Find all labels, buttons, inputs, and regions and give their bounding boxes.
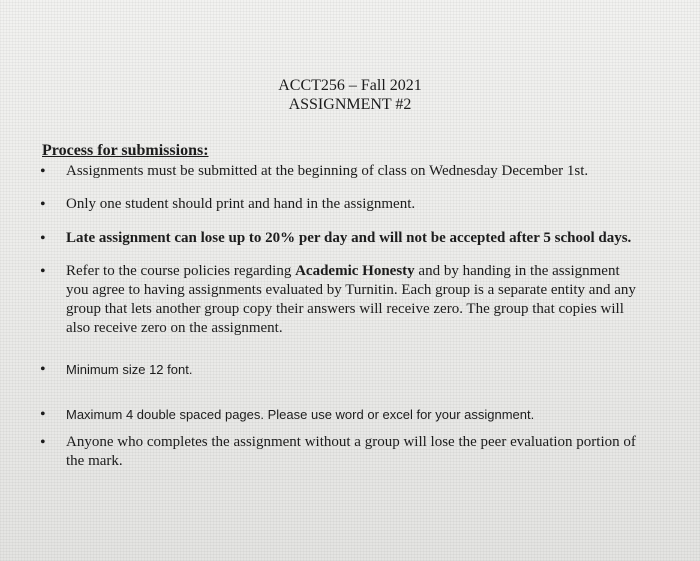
bullet-icon: • [40, 230, 46, 247]
list-item-text: Late assignment can lose up to 20% per day and will not be accepted after 5 school days. [66, 230, 632, 246]
bullet-icon: • [40, 361, 46, 378]
bullet-icon: • [40, 406, 46, 423]
list-item-text [66, 262, 640, 338]
list-item-text-end: and by handing in the assignment you agree to having assignments evaluated by Turnitin. Each group is a separate entity and any group that lets another group copy their answers will receive zero. The group that copies will also receive zero on the assignment. [66, 263, 636, 336]
assignment-title: ASSIGNMENT #2 [288, 96, 412, 113]
course-title: ACCT256 – Fall 2021 [278, 77, 422, 94]
list-item-text: Only one student should print and hand in the assignment. [66, 196, 416, 212]
bullet-icon: • [40, 263, 46, 280]
document-title [250, 76, 450, 114]
list-item-text: Assignments must be submitted at the beginning of class on Wednesday December 1st. [66, 163, 589, 179]
bullet-icon: • [40, 196, 46, 213]
bullet-icon: • [40, 434, 46, 451]
list-item-text-start: Refer to the course policies regarding [66, 263, 296, 279]
list-item-text: Maximum 4 double spaced pages. Please use word or excel for your assignment. [66, 407, 535, 422]
section-heading: Process for submissions: [42, 142, 209, 159]
list-item-text: Anyone who completes the assignment without a group will lose the peer evaluation portion of the mark. [66, 434, 636, 469]
list-item-text: Minimum size 12 font. [66, 362, 193, 377]
bullet-icon: • [40, 163, 46, 180]
academic-honesty-term: Academic Honesty [295, 263, 415, 279]
